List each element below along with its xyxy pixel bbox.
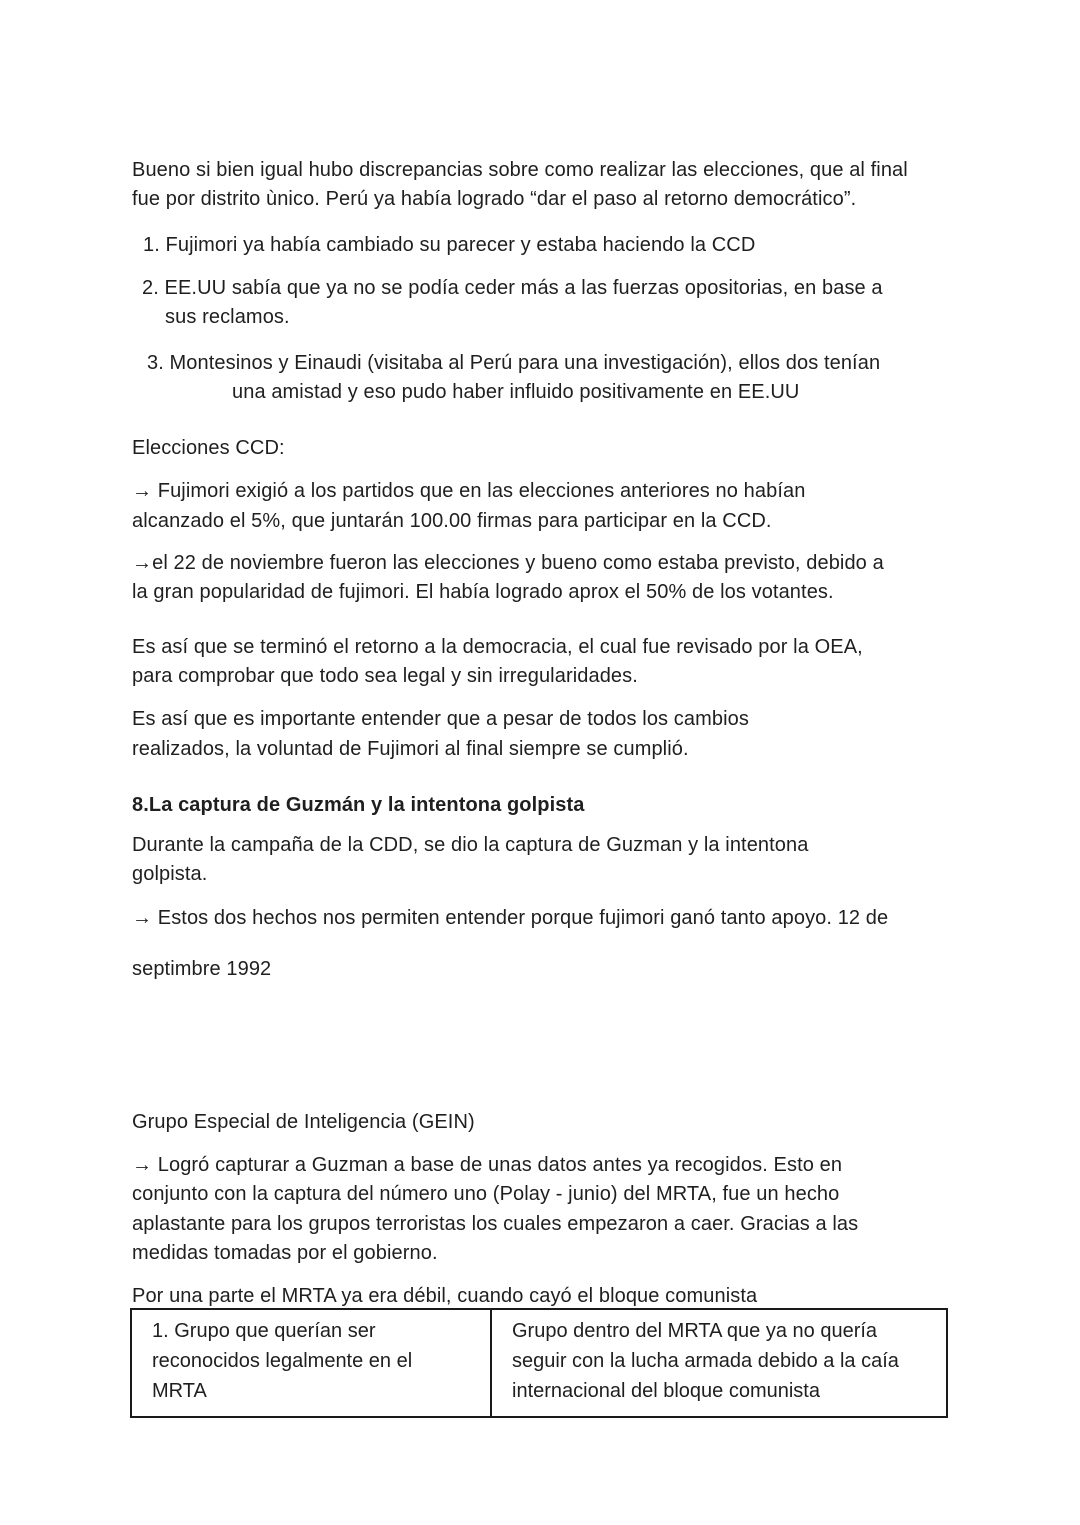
gein-line-4: medidas tomadas por el gobierno. — [132, 1242, 438, 1264]
table-cell-right-line-2: seguir con la lucha armada debido a la caía — [512, 1350, 899, 1372]
elecciones-point-2-line-1: →el 22 de noviembre fueron las elecciones y bueno como estaba previsto, debido a — [132, 552, 884, 574]
gein-line-3: aplastante para los grupos terroristas los cuales empezaron a caer. Gracias a las — [132, 1213, 859, 1235]
table-cell-right — [492, 1310, 946, 1416]
list-item-2-continuation: sus reclamos. — [165, 306, 290, 328]
elecciones-point-1-line-2: alcanzado el 5%, que juntarán 100.00 firmas para participar en la CCD. — [132, 510, 772, 532]
section-8-p1-line-2: golpista. — [132, 863, 208, 885]
list-item-3-continuation: una amistad y eso pudo haber influido positivamente en EE.UU — [232, 381, 800, 403]
gein-title: Grupo Especial de Inteligencia (GEIN) — [132, 1111, 475, 1133]
conclusion-p2-line-2: realizados, la voluntad de Fujimori al final siempre se cumplió. — [132, 738, 689, 760]
conclusion-p1-line-1: Es así que se terminó el retorno a la democracia, el cual fue revisado por la OEA, — [132, 636, 863, 658]
section-8-p2-line-1: → Estos dos hechos nos permiten entender porque fujimori ganó tanto apoyo. 12 de — [132, 907, 889, 929]
list-item-1: 1. Fujimori ya había cambiado su parecer y estaba haciendo la CCD — [143, 234, 756, 256]
section-8-p2-line-2: septimbre 1992 — [132, 958, 272, 980]
elecciones-point-2-line-2: la gran popularidad de fujimori. El había logrado aprox el 50% de los votantes. — [132, 581, 834, 603]
table-cell-left-line-1: 1. Grupo que querían ser — [152, 1320, 376, 1342]
list-item-3: 3. Montesinos y Einaudi (visitaba al Perú para una investigación), ellos dos tenían — [147, 352, 881, 374]
conclusion-p2-line-1: Es así que es importante entender que a pesar de todos los cambios — [132, 708, 749, 730]
section-8-p1-line-1: Durante la campaña de la CDD, se dio la captura de Guzman y la intentona — [132, 834, 809, 856]
elecciones-point-1-line-1: → Fujimori exigió a los partidos que en las elecciones anteriores no habían — [132, 480, 806, 502]
section-8-heading: 8.La captura de Guzmán y la intentona golpista — [132, 794, 585, 816]
gein-line-1: → Logró capturar a Guzman a base de unas datos antes ya recogidos. Esto en — [132, 1154, 843, 1176]
table-cell-left-line-3: MRTA — [152, 1380, 207, 1402]
table-cell-left-line-2: reconocidos legalmente en el — [152, 1350, 413, 1372]
elecciones-title: Elecciones CCD: — [132, 437, 285, 459]
table-cell-left — [132, 1310, 492, 1416]
intro-line-2: fue por distrito ùnico. Perú ya había logrado “dar el paso al retorno democrático”. — [132, 188, 857, 210]
conclusion-p1-line-2: para comprobar que todo sea legal y sin irregularidades. — [132, 665, 638, 687]
mrta-groups-table — [130, 1308, 948, 1418]
table-cell-right-line-1: Grupo dentro del MRTA que ya no quería — [512, 1320, 878, 1342]
intro-line-1: Bueno si bien igual hubo discrepancias sobre como realizar las elecciones, que al final — [132, 159, 908, 181]
gein-line-2: conjunto con la captura del número uno (Polay - junio) del MRTA, fue un hecho — [132, 1183, 840, 1205]
mrta-line: Por una parte el MRTA ya era débil, cuando cayó el bloque comunista — [132, 1285, 758, 1307]
table-cell-right-line-3: internacional del bloque comunista — [512, 1380, 820, 1402]
list-item-2: 2. EE.UU sabía que ya no se podía ceder más a las fuerzas opositorias, en base a — [142, 277, 883, 299]
